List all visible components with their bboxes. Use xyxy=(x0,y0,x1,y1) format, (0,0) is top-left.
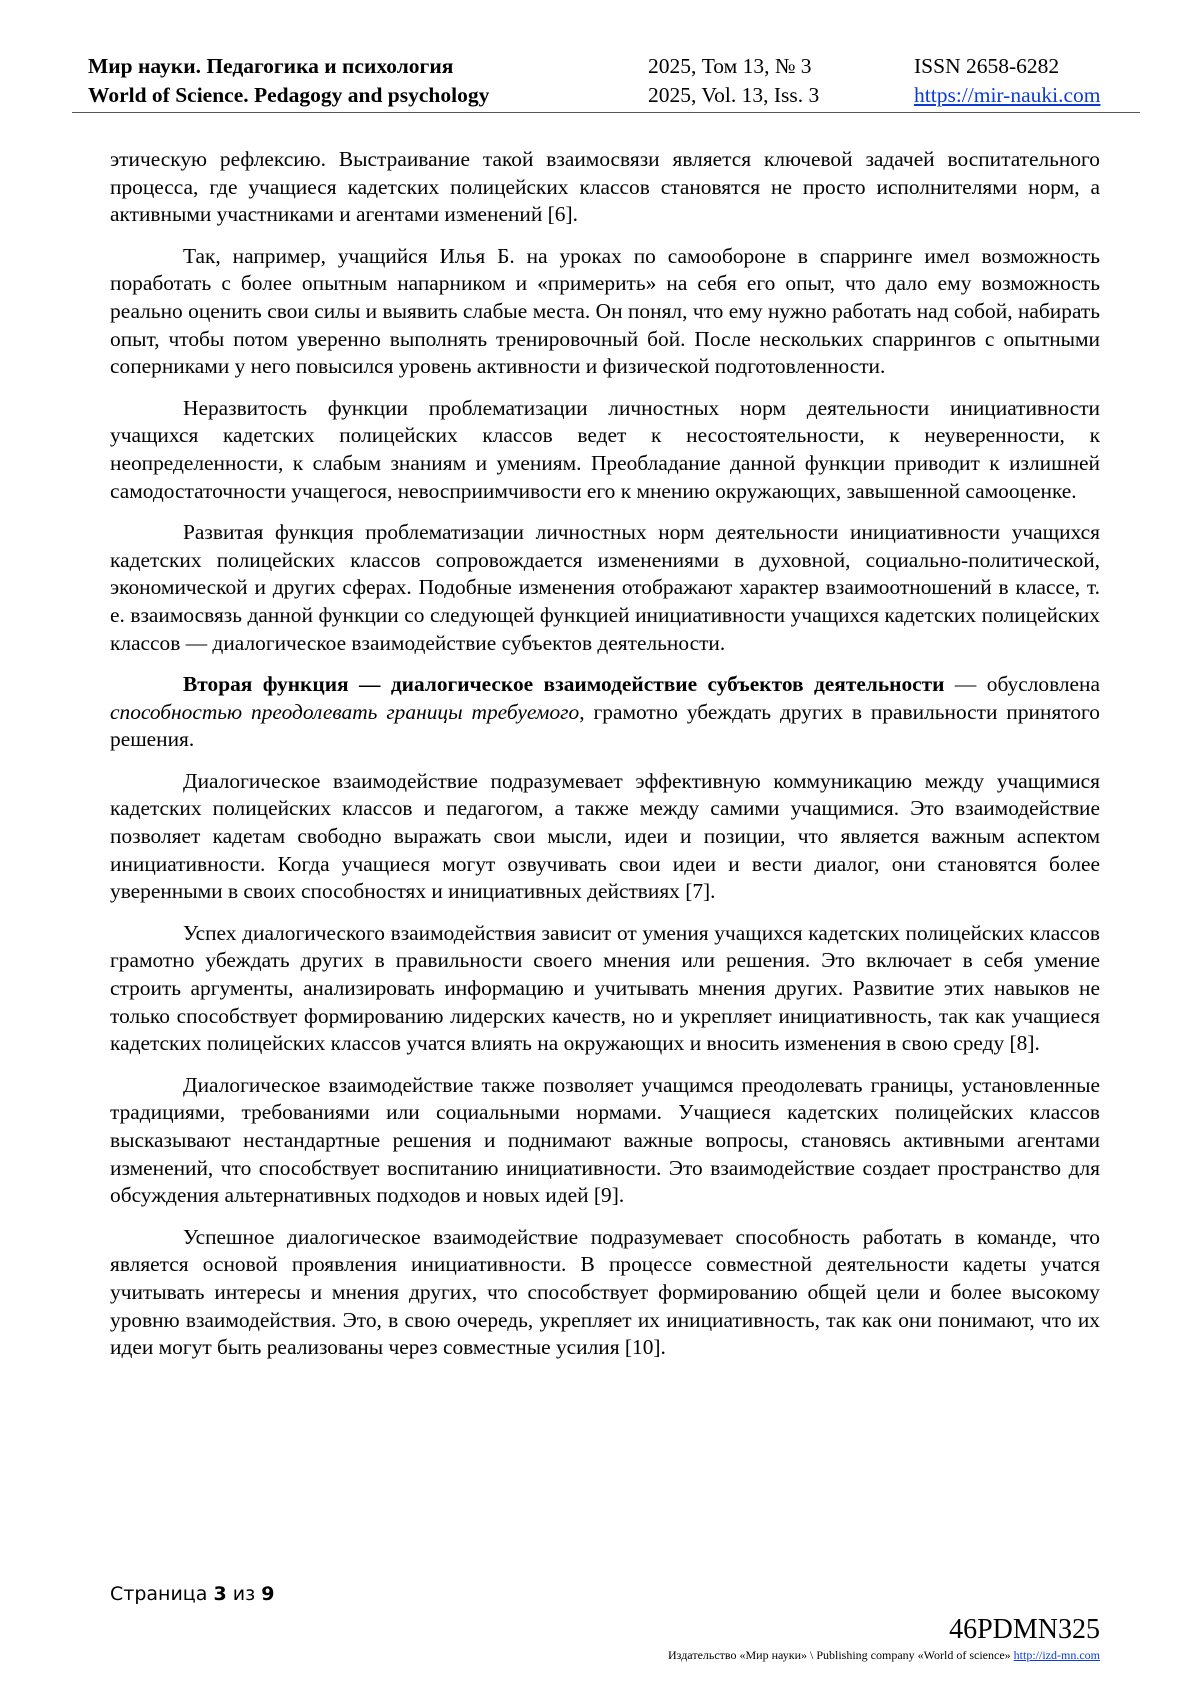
paragraph-5-italic: способностью преодолевать границы требуемого xyxy=(110,699,580,724)
paragraph-2: Так, например, учащийся Илья Б. на уроках по самообороне в спарринге имел возможность поработать с более опытным напарником и «примерить» на себя его опыт, что дало ему возможность реально оценить свои силы и выявить слабые места. Он понял, что ему нужно работать над собой, набирать опыт, чтобы потом уверенно выполнять тренировочный бой. После нескольких спаррингов с опытными соперниками у него повысился уровень активности и физической подготовленности. xyxy=(110,243,1100,379)
issue-en: 2025, Vol. 13, Iss. 3 xyxy=(648,83,820,107)
issn: ISSN 2658-6282 xyxy=(914,54,1060,78)
header-divider xyxy=(72,112,1140,113)
issue-ru: 2025, Том 13, № 3 xyxy=(648,54,812,78)
paragraph-5-part-a: — обусловлена xyxy=(944,672,1100,697)
journal-site-link[interactable]: https://mir-nauki.com xyxy=(914,83,1101,107)
paragraph-7: Успех диалогического взаимодействия зависит от умения учащихся кадетских полицейских классов грамотно убеждать других в правильности своего мнения или решения. Это включает в себя умение строить аргументы, анализировать информацию и учитывать мнения других. Развитие этих навыков не только способствует формированию лидерских качеств, но и укрепляет инициативность, так как учащиеся кадетских полицейских классов учатся влиять на окружающих и вносить изменения в свою среду [8]. xyxy=(110,920,1100,1056)
page-label: Страница xyxy=(110,1583,208,1605)
publisher-text: Издательство «Мир науки» \ Publishing company «World of science» xyxy=(668,1648,1011,1662)
page-current: 3 xyxy=(213,1583,227,1605)
paragraph-8: Диалогическое взаимодействие также позволяет учащимся преодолевать границы, установленные традициями, требованиями или социальными нормами. Учащиеся кадетских полицейских классов высказывают нестандартные решения и поднимают важные вопросы, становясь активными агентами изменений, что способствует воспитанию инициативности. Это взаимодействие создает пространство для обсуждения альтернативных подходов и новых идей [9]. xyxy=(110,1072,1100,1208)
page-total: 9 xyxy=(261,1583,275,1605)
paragraph-6: Диалогическое взаимодействие подразумевает эффективную коммуникацию между учащимися кадетских полицейских классов и педагогом, а также между самими учащимися. Это взаимодействие позволяет кадетам свободно выражать свои мысли, идеи и позиции, что является важным аспектом инициативности. Когда учащиеся могут озвучивать свои идеи и вести диалог, они становятся более уверенными в своих способностях и инициативных действиях [7]. xyxy=(110,768,1100,904)
issue-info xyxy=(648,52,819,110)
article-body xyxy=(110,146,1100,1376)
page-number xyxy=(110,1583,274,1605)
paragraph-4: Развитая функция проблематизации личностных норм деятельности инициативности учащихся кадетских полицейских классов сопровождается изменениями в духовной, социально-политической, экономической и других сферах. Подобные изменения отображают характер взаимоотношений в классе, т. е. взаимосвязь данной функции со следующей функцией инициативности учащихся кадетских полицейских классов — диалогическое взаимодействие субъектов деятельности. xyxy=(110,520,1100,655)
publisher-line xyxy=(668,1648,1100,1663)
page-header xyxy=(72,50,1140,112)
article-code: 46PDMN325 xyxy=(949,1614,1100,1645)
journal-title-en: World of Science. Pedagogy and psychology xyxy=(88,83,490,107)
paragraph-1: этическую рефлексию. Выстраивание такой взаимосвязи является ключевой задачей воспитательного процесса, где учащиеся кадетских полицейских классов становятся не просто исполнителями норм, а активными участниками и агентами изменений [6]. xyxy=(110,147,1100,227)
journal-title-ru: Мир науки. Педагогика и психология xyxy=(88,54,454,78)
issn-block xyxy=(914,52,1100,110)
page-of: из xyxy=(232,1583,256,1605)
paragraph-9: Успешное диалогическое взаимодействие подразумевает способность работать в команде, что является основой проявления инициативности. В процессе совместной деятельности кадеты учатся учитывать интересы и мнения других, что способствует формированию общей цели и более высокому уровню взаимодействия. Это, в свою очередь, укрепляет их инициативность, так как они понимают, что их идеи могут быть реализованы через совместные усилия [10]. xyxy=(110,1224,1100,1360)
paragraph-5 xyxy=(110,671,1100,754)
paragraph-5-part-b: , грамотно убеждать других в правильности принятого решения. xyxy=(110,699,1100,752)
journal-title xyxy=(88,52,489,110)
paragraph-3: Неразвитость функции проблематизации личностных норм деятельности инициативности учащихся кадетских полицейских классов ведет к несостоятельности, к неуверенности, к неопределенности, к слабым знаниям и умениям. Преобладание данной функции приводит к излишней самодостаточности учащегося, невосприимчивости его к мнению окружающих, завышенной самооценке. xyxy=(110,395,1100,503)
second-function-heading: Вторая функция — диалогическое взаимодействие субъектов деятельности xyxy=(183,672,945,697)
publisher-link[interactable]: http://izd-mn.com xyxy=(1013,1648,1100,1662)
